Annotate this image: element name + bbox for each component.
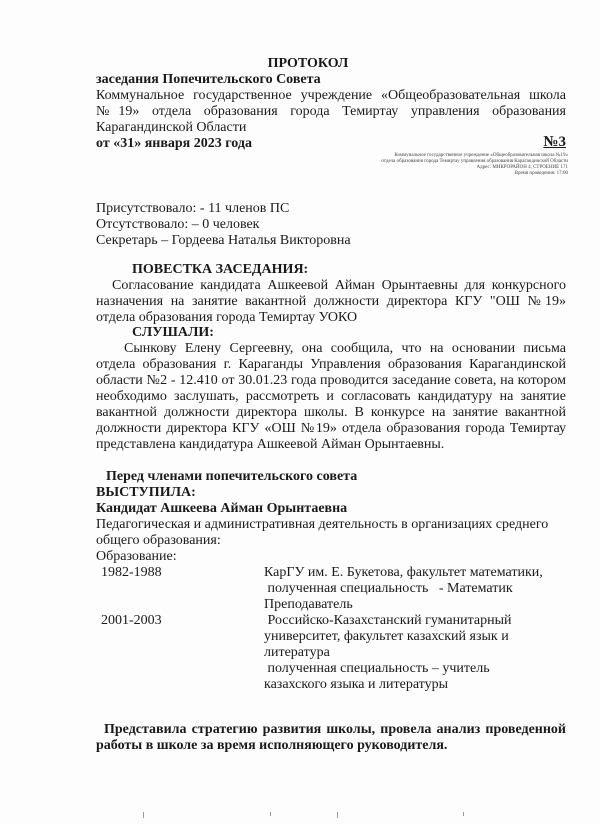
heard-line-2: отдела образования г. Караганды Управления образования Карагандинской: [96, 357, 566, 372]
activity-line-1: Педагогическая и административная деятельность в организациях среднего: [96, 517, 549, 532]
heard-line-4: необходимо заслушать, рассмотреть и согласовать кандидатуру на занятие: [96, 389, 566, 404]
heard-line-1: Сынкову Елену Сергеевну, она сообщила, что на основании письма: [124, 341, 566, 356]
candidate-name: Кандидат Ашкеева Айман Орынтаевна: [96, 501, 348, 516]
heard-line-3: области №2 - 12.410 от 30.01.23 года проводится заседание совета, на котором: [96, 373, 566, 388]
scan-mark: [270, 812, 271, 816]
agenda-line-2: назначения на занятие вакантной должности директора КГУ "ОШ №19»: [96, 294, 566, 309]
registration-stamp-line-4: Время проведения: 17:00: [514, 171, 568, 176]
document-subtitle: заседания Попечительского Совета: [96, 72, 321, 87]
institution-line-2: №19» отдела образования города Темиртау управления образования: [96, 104, 566, 119]
document-date: от «31» января 2023 года: [96, 136, 252, 151]
spoke-heading: ВЫСТУПИЛА:: [96, 485, 196, 500]
education-detail-2-line-4: полученная специальность – учитель: [264, 661, 490, 676]
protocol-number: №3: [543, 134, 566, 150]
education-years-1: 1982-1988: [101, 565, 162, 580]
registration-stamp-line-2: отдела образования города Темиртау управления образования Карагандинской Области: [381, 159, 568, 164]
attendance-present: Присутствовало: - 11 членов ПС: [96, 201, 290, 216]
agenda-line-1: Согласование кандидата Ашкеевой Айман Орынтаевны для конкурсного: [112, 278, 566, 293]
conclusion-line-2: работы в школе за время исполняющего руководителя.: [96, 738, 448, 753]
heard-line-7: представлена кандидатура Ашкеевой Айман Орынтаевны.: [96, 437, 445, 452]
activity-line-2: общего образования:: [96, 533, 221, 548]
education-detail-2-line-2: университет, факультет казахский язык и: [264, 629, 509, 644]
scan-mark: [337, 812, 338, 818]
institution-line-1: Коммунальное государственное учреждение «Общеобразовательная школа: [96, 88, 566, 103]
education-years-2: 2001-2003: [101, 613, 162, 628]
education-detail-1-line-3: Преподаватель: [264, 597, 353, 612]
attendance-absent: Отсутствовало: – 0 человек: [96, 217, 260, 232]
registration-stamp-line-3: Адрес: МИКРОРАЙОН 4, СТРОЕНИЕ 171: [476, 165, 568, 170]
education-detail-2-line-1: Российско-Казахстанский гуманитарный: [264, 613, 512, 628]
agenda-line-3: отдела образования города Темиртау УОКО: [96, 310, 358, 325]
education-detail-1-line-1: КарГУ им. Е. Букетова, факультет математики,: [264, 565, 543, 580]
scan-mark: [463, 812, 464, 816]
agenda-heading: ПОВЕСТКА ЗАСЕДАНИЯ:: [132, 262, 309, 277]
education-label: Образование:: [96, 549, 177, 564]
heard-line-5: вакантной должности директора школы. В конкурсе на занятие вакантной: [96, 405, 566, 420]
registration-stamp-line-1: Коммунальное государственное учреждение «Общеобразовательная школа №19»: [394, 153, 568, 158]
scan-mark: [143, 812, 144, 818]
education-detail-2-line-5: казахского языка и литературы: [264, 677, 449, 692]
document-title: ПРОТОКОЛ: [267, 56, 349, 71]
institution-line-3: Карагандинской Области: [96, 120, 247, 135]
education-detail-2-line-3: литература: [264, 645, 330, 660]
heard-line-6: должности директора КГУ «ОШ №19» отдела образования города Темиртау: [96, 421, 566, 436]
spoke-intro: Перед членами попечительского совета: [106, 469, 358, 484]
conclusion-line-1: Представила стратегию развития школы, провела анализ проведенной: [104, 722, 566, 737]
education-detail-1-line-2: полученная специальность - Математик: [264, 581, 513, 596]
heard-heading: СЛУШАЛИ:: [132, 325, 214, 340]
secretary: Секретарь – Гордеева Наталья Викторовна: [96, 233, 351, 248]
